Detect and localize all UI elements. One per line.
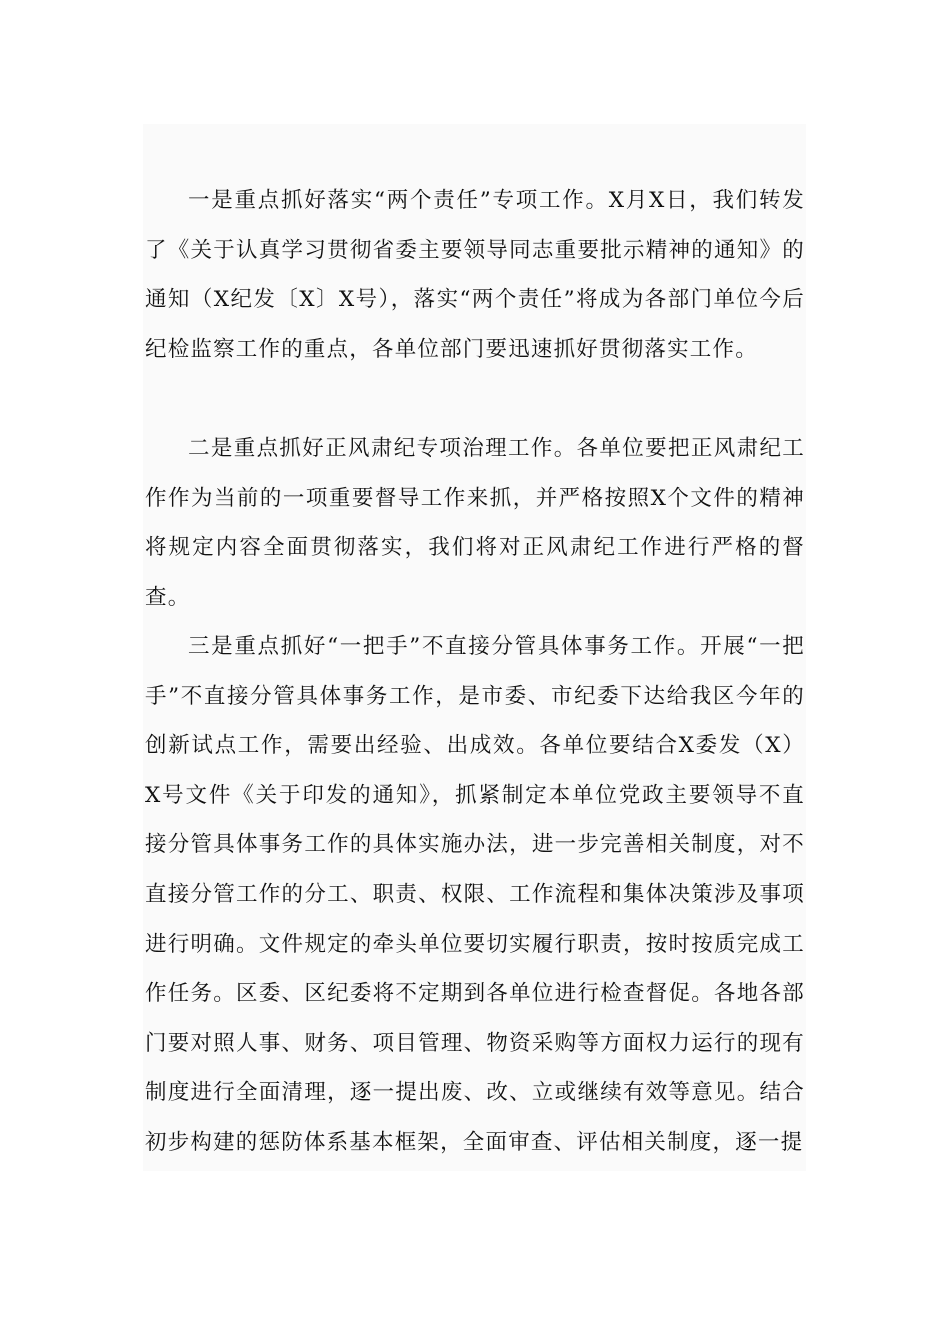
paragraph-three: 三是重点抓好“一把手”不直接分管具体事务工作。开展“一把手”不直接分管具体事务工作，是市委、市纪委下达给我区今年的创新试点工作，需要出经验、出成效。各单位要结合X委发（X）X号文件《关于印发的通知》，抓紧制定本单位党政主要领导不直接分管具体事务工作的具体实施办法，进一步完善相关制度，对不直接分管工作的分工、职责、权限、工作流程和集体决策涉及事项进行明确。文件规定的牵头单位要切实履行职责，按时按质完成工作任务。区委、区纪委将不定期到各单位进行检查督促。各地各部门要对照人事、财务、项目管理、物资采购等方面权力运行的现有制度进行全面清理，逐一提出废、改、立或继续有效等意见。结合初步构建的惩防体系基本框架，全面审查、评估相关制度，逐一提 bbox=[145, 634, 805, 1155]
paragraph-one: 一是重点抓好落实“两个责任”专项工作。X月X日，我们转发了《关于认真学习贯彻省委主要领导同志重要批示精神的通知》的通知（X纪发〔X〕X号），落实“两个责任”将成为各部门单位今后纪检监察工作的重点，各单位部门要迅速抓好贯彻落实工作。 bbox=[145, 188, 805, 362]
paragraph-two: 二是重点抓好正风肃纪专项治理工作。各单位要把正风肃纪工作作为当前的一项重要督导工作来抓，并严格按照X个文件的精神将规定内容全面贯彻落实，我们将对正风肃纪工作进行严格的督查。 bbox=[145, 436, 805, 610]
